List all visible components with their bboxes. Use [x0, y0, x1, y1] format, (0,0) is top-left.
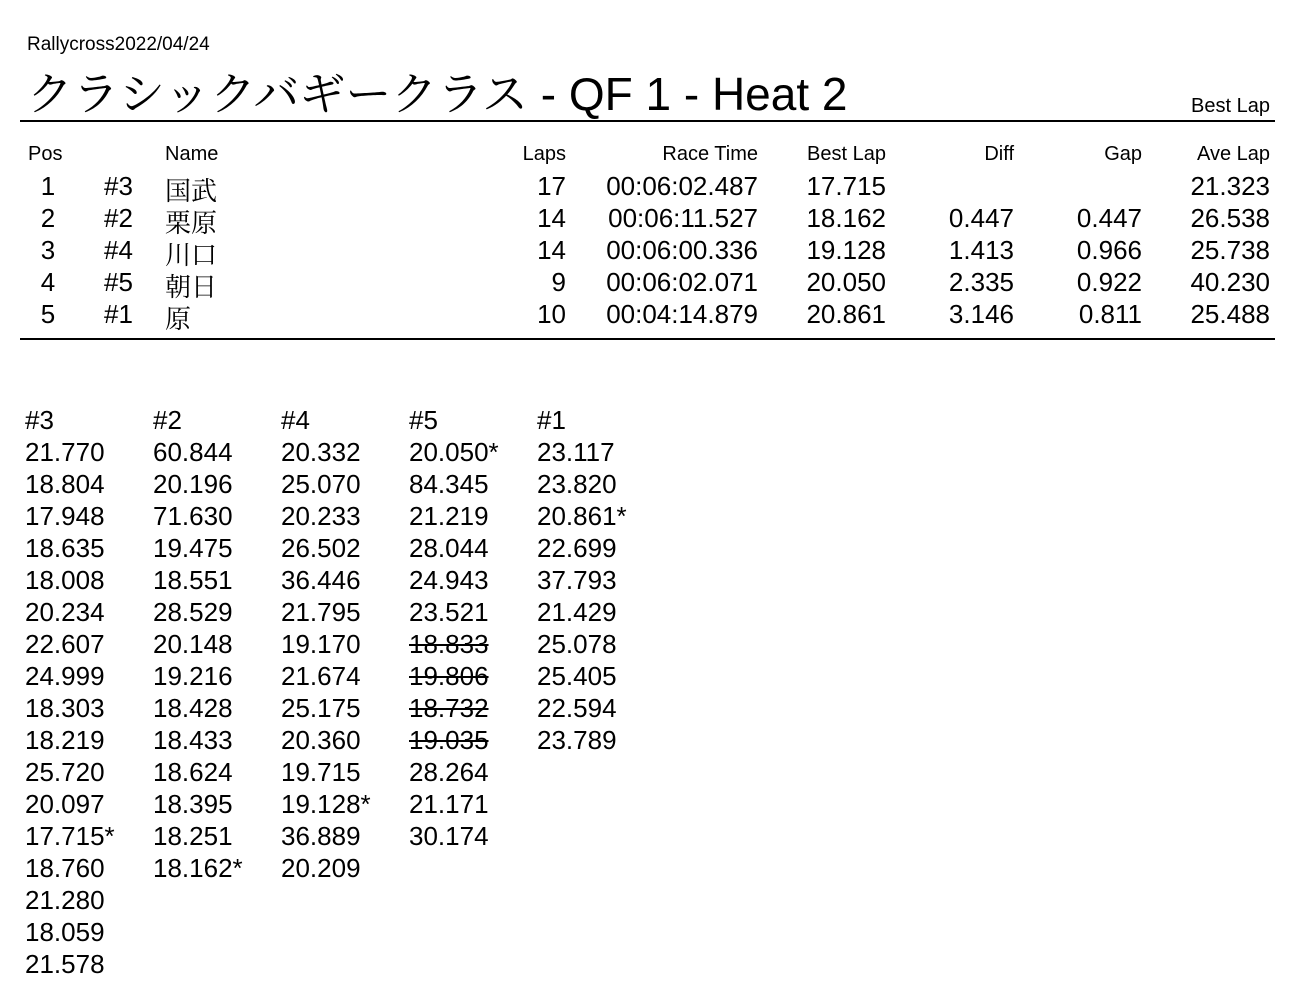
header-name: Name — [165, 143, 219, 165]
lap-time: 20.332 — [281, 437, 361, 467]
lap-time: 18.395 — [153, 789, 233, 819]
cell-ave-lap: 26.538 — [1190, 203, 1270, 233]
cell-laps: 14 — [537, 235, 566, 265]
cell-race-time: 00:06:00.336 — [606, 235, 758, 265]
lap-time: 28.044 — [409, 533, 489, 563]
cell-pos: 2 — [40, 203, 56, 233]
lap-time: 18.008 — [25, 565, 105, 595]
cell-ave-lap: 21.323 — [1190, 171, 1270, 201]
lap-time: 19.475 — [153, 533, 233, 563]
lap-time: 19.715 — [281, 757, 361, 787]
lap-time: 21.171 — [409, 789, 489, 819]
cell-best-lap: 18.162 — [806, 203, 886, 233]
lap-time-struck: 19.035 — [409, 725, 489, 755]
lap-time: 30.174 — [409, 821, 489, 851]
cell-best-lap: 20.050 — [806, 267, 886, 297]
cell-pos: 1 — [40, 171, 56, 201]
header-diff: Diff — [984, 143, 1014, 165]
cell-diff: 2.335 — [948, 267, 1014, 297]
lap-time: 21.219 — [409, 501, 489, 531]
lap-time: 23.521 — [409, 597, 489, 627]
cell-gap: 0.922 — [1076, 267, 1142, 297]
cell-car-number: #2 — [104, 203, 133, 233]
lap-time: 25.720 — [25, 757, 105, 787]
lap-time: 23.820 — [537, 469, 617, 499]
cell-ave-lap: 40.230 — [1190, 267, 1270, 297]
lap-time: 71.630 — [153, 501, 233, 531]
lap-time: 18.428 — [153, 693, 233, 723]
cell-pos: 5 — [40, 299, 56, 329]
header-gap: Gap — [1104, 143, 1142, 165]
lap-time: 18.303 — [25, 693, 105, 723]
lap-time: 18.760 — [25, 853, 105, 883]
lap-time: 17.715* — [25, 821, 115, 851]
lap-time: 20.097 — [25, 789, 105, 819]
cell-ave-lap: 25.488 — [1190, 299, 1270, 329]
header-best-lap: Best Lap — [807, 143, 886, 165]
cell-driver-name: 国武 — [165, 176, 218, 206]
lap-time: 25.070 — [281, 469, 361, 499]
cell-laps: 10 — [537, 299, 566, 329]
cell-race-time: 00:06:02.487 — [606, 171, 758, 201]
cell-best-lap: 17.715 — [806, 171, 886, 201]
lap-time: 20.050* — [409, 437, 499, 467]
cell-driver-name: 川口 — [165, 240, 218, 270]
lap-time: 23.117 — [537, 437, 615, 467]
lap-time: 37.793 — [537, 565, 617, 595]
result-row — [0, 171, 1296, 206]
lap-time: 20.209 — [281, 853, 361, 883]
lap-time-struck: 18.732 — [409, 693, 489, 723]
lap-time-struck: 19.806 — [409, 661, 489, 691]
cell-diff: 1.413 — [948, 235, 1014, 265]
lap-time: 25.405 — [537, 661, 617, 691]
lap-time: 23.789 — [537, 725, 617, 755]
lap-time: 21.280 — [25, 885, 105, 915]
cell-race-time: 00:04:14.879 — [606, 299, 758, 329]
lap-column — [409, 404, 537, 852]
lap-column-car-number: #3 — [25, 405, 54, 435]
cell-pos: 3 — [40, 235, 56, 265]
lap-time: 20.861* — [537, 501, 627, 531]
lap-time: 18.433 — [153, 725, 233, 755]
header-pos: Pos — [28, 143, 63, 165]
lap-time: 24.943 — [409, 565, 489, 595]
cell-gap: 0.447 — [1076, 203, 1142, 233]
result-row — [0, 299, 1296, 334]
lap-time: 26.502 — [281, 533, 361, 563]
lap-time: 19.128* — [281, 789, 371, 819]
lap-column — [153, 404, 281, 884]
result-row — [0, 235, 1296, 270]
cell-driver-name: 朝日 — [165, 272, 218, 302]
lap-time: 22.607 — [25, 629, 105, 659]
lap-column — [537, 404, 665, 756]
cell-gap: 0.966 — [1076, 235, 1142, 265]
top-divider — [20, 120, 1275, 122]
result-row — [0, 267, 1296, 302]
lap-time: 36.889 — [281, 821, 361, 851]
best-lap-tag: Best Lap — [1191, 95, 1270, 117]
lap-time: 21.795 — [281, 597, 361, 627]
cell-driver-name: 原 — [165, 304, 192, 334]
cell-pos: 4 — [40, 267, 56, 297]
cell-diff: 0.447 — [948, 203, 1014, 233]
lap-column — [281, 404, 409, 884]
lap-column-car-number: #4 — [281, 405, 310, 435]
cell-laps: 17 — [537, 171, 566, 201]
lap-time: 28.529 — [153, 597, 233, 627]
lap-column-car-number: #1 — [537, 405, 566, 435]
lap-time: 20.196 — [153, 469, 233, 499]
lap-time: 21.674 — [281, 661, 361, 691]
lap-time: 18.804 — [25, 469, 105, 499]
lap-time: 18.635 — [25, 533, 105, 563]
lap-column — [25, 404, 153, 980]
bottom-divider — [20, 338, 1275, 340]
lap-time: 18.059 — [25, 917, 105, 947]
lap-time: 25.175 — [281, 693, 361, 723]
lap-column-car-number: #2 — [153, 405, 182, 435]
cell-race-time: 00:06:11.527 — [608, 203, 758, 233]
cell-car-number: #3 — [104, 171, 133, 201]
lap-time: 36.446 — [281, 565, 361, 595]
cell-laps: 14 — [537, 203, 566, 233]
cell-race-time: 00:06:02.071 — [606, 267, 758, 297]
lap-time: 21.578 — [25, 949, 105, 979]
cell-car-number: #5 — [104, 267, 133, 297]
lap-time: 18.251 — [153, 821, 233, 851]
result-row — [0, 203, 1296, 238]
lap-time: 18.551 — [153, 565, 233, 595]
lap-time: 18.219 — [25, 725, 105, 755]
lap-time: 24.999 — [25, 661, 105, 691]
lap-time: 21.429 — [537, 597, 617, 627]
cell-car-number: #1 — [104, 299, 133, 329]
lap-time: 18.162* — [153, 853, 243, 883]
header-laps: Laps — [522, 143, 566, 165]
lap-time: 19.170 — [281, 629, 361, 659]
lap-time: 28.264 — [409, 757, 489, 787]
lap-time: 18.624 — [153, 757, 233, 787]
lap-time: 20.360 — [281, 725, 361, 755]
lap-time: 20.233 — [281, 501, 361, 531]
lap-time: 20.148 — [153, 629, 233, 659]
lap-time: 22.594 — [537, 693, 617, 723]
lap-time: 17.948 — [25, 501, 105, 531]
cell-gap: 0.811 — [1078, 299, 1142, 329]
results-table — [0, 143, 1296, 334]
cell-car-number: #4 — [104, 235, 133, 265]
header-race-time: Race Time — [662, 143, 758, 165]
page-title: クラシックバギークラス - QF 1 - Heat 2 — [27, 68, 848, 120]
lap-column-car-number: #5 — [409, 405, 438, 435]
lap-time: 22.699 — [537, 533, 617, 563]
lap-time: 25.078 — [537, 629, 617, 659]
header-ave-lap: Ave Lap — [1196, 143, 1270, 165]
cell-driver-name: 栗原 — [165, 208, 218, 238]
cell-ave-lap: 25.738 — [1190, 235, 1270, 265]
cell-diff: 3.146 — [948, 299, 1014, 329]
results-body — [0, 171, 1296, 334]
lap-time: 20.234 — [25, 597, 105, 627]
lap-time: 60.844 — [153, 437, 233, 467]
event-date: Rallycross2022/04/24 — [27, 34, 210, 55]
lap-time: 19.216 — [153, 661, 233, 691]
cell-best-lap: 20.861 — [806, 299, 886, 329]
cell-laps: 9 — [551, 267, 566, 297]
lap-time: 21.770 — [25, 437, 105, 467]
results-header-row — [0, 143, 1296, 171]
lap-time: 84.345 — [409, 469, 489, 499]
cell-best-lap: 19.128 — [806, 235, 886, 265]
lap-time-struck: 18.833 — [409, 629, 489, 659]
